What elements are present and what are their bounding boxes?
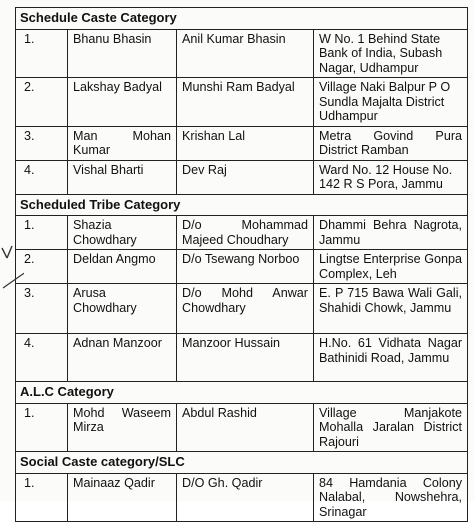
table-row: [16, 473, 468, 522]
table-row: [16, 216, 468, 250]
section-title: Social Caste category/SLC: [16, 452, 468, 474]
section-header-row: [16, 452, 468, 474]
parent-name: Krishan Lal: [177, 126, 314, 160]
candidate-name: Mainaaz Qadir: [68, 473, 177, 522]
table-row: [16, 284, 468, 334]
candidate-name: Lakshay Badyal: [68, 78, 177, 127]
candidate-name: Deldan Angmo: [68, 250, 177, 284]
address: H.No. 61 Vidhata Nagar Bathinidi Road, Jammu: [314, 334, 468, 382]
serial-number: 3.: [16, 126, 68, 160]
table-row: [16, 403, 468, 452]
serial-number: 3.: [16, 284, 68, 334]
table-row: [16, 126, 468, 160]
address: Ward No. 12 House No. 142 R S Pora, Jammu: [314, 160, 468, 194]
candidate-name: Shazia Chowdhary: [68, 216, 177, 250]
section-title: Scheduled Tribe Category: [16, 194, 468, 216]
address: Dhammi Behra Nagrota, Jammu: [314, 216, 468, 250]
table-row: [16, 160, 468, 194]
parent-name: Abdul Rashid: [177, 403, 314, 452]
candidate-name: Adnan Manzoor: [68, 334, 177, 382]
serial-number: 1.: [16, 216, 68, 250]
section-title: Schedule Caste Category: [16, 8, 468, 30]
pen-check-mark: [0, 236, 24, 296]
parent-name: D/o Tsewang Norboo: [177, 250, 314, 284]
table-row: [16, 78, 468, 127]
section-header-row: [16, 194, 468, 216]
address: E. P 715 Bawa Wali Gali, Shahidi Chowk, Jammu: [314, 284, 468, 334]
address: Village Naki Balpur P O Sundla Majalta District Udhampur: [314, 78, 468, 127]
candidate-name: Man Mohan Kumar: [68, 126, 177, 160]
address: W No. 1 Behind State Bank of India, Subash Nagar, Udhampur: [314, 29, 468, 78]
section-title: A.L.C Category: [16, 382, 468, 404]
serial-number: 1.: [16, 473, 68, 522]
serial-number: 2.: [16, 78, 68, 127]
parent-name: D/o Mohammad Majeed Choudhary: [177, 216, 314, 250]
candidate-name: Mohd Waseem Mirza: [68, 403, 177, 452]
address: 84 Hamdania Colony Nalabal, Nowshehra, Srinagar: [314, 473, 468, 522]
serial-number: 4.: [16, 160, 68, 194]
serial-number: 1.: [16, 29, 68, 78]
candidate-name: Arusa Chowdhary: [68, 284, 177, 334]
candidate-list-table: [15, 7, 468, 522]
serial-number: 1.: [16, 403, 68, 452]
parent-name: Dev Raj: [177, 160, 314, 194]
parent-name: D/O Gh. Qadir: [177, 473, 314, 522]
section-header-row: [16, 382, 468, 404]
address: Village Manjakote Mohalla Jaralan District Rajouri: [314, 403, 468, 452]
parent-name: Anil Kumar Bhasin: [177, 29, 314, 78]
address: Metra Govind Pura District Ramban: [314, 126, 468, 160]
table-row: [16, 334, 468, 382]
table-row: [16, 250, 468, 284]
candidate-name: Bhanu Bhasin: [68, 29, 177, 78]
candidate-name: Vishal Bharti: [68, 160, 177, 194]
address: Lingtse Enterprise Gonpa Complex, Leh: [314, 250, 468, 284]
parent-name: D/o Mohd Anwar Chowdhary: [177, 284, 314, 334]
parent-name: Manzoor Hussain: [177, 334, 314, 382]
parent-name: Munshi Ram Badyal: [177, 78, 314, 127]
serial-number: 2.: [16, 250, 68, 284]
serial-number: 4.: [16, 334, 68, 382]
table-row: [16, 29, 468, 78]
section-header-row: [16, 8, 468, 30]
